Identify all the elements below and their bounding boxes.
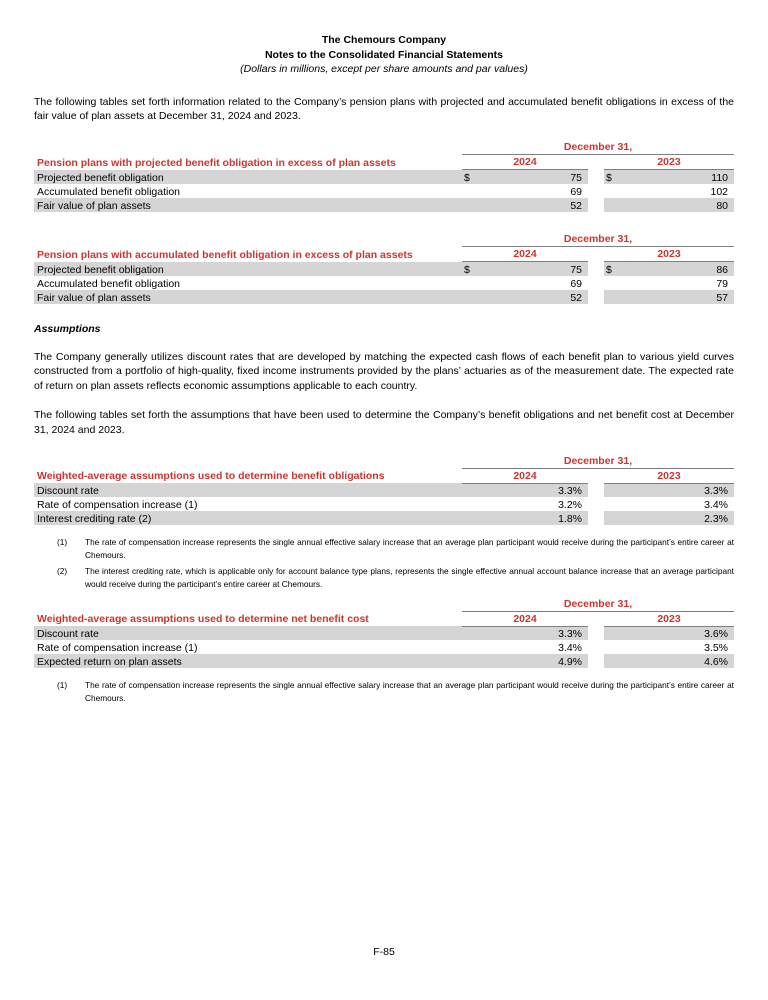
year-header-row [34,155,734,170]
year-2024-header: 2024 [462,155,588,170]
value-2023: 2.3% [622,511,734,525]
period-header-row [34,141,734,155]
period-header: December 31, [462,233,734,247]
table-title: Pension plans with projected benefit obligation in excess of plan assets [37,156,396,169]
value-2023: 86 [622,262,734,276]
currency-symbol: $ [462,262,480,276]
table-title: Pension plans with accumulated benefit obligation in excess of plan assets [37,248,413,261]
value-2023: 3.6% [622,626,734,640]
currency-symbol: $ [604,170,622,184]
year-header-row [34,611,734,626]
table-pension-accumulated [34,233,734,304]
value-2023: 4.6% [622,654,734,668]
value-2024: 3.2% [558,499,582,511]
table-assumptions-net-benefit-cost [34,597,734,668]
year-2024-header: 2024 [462,247,588,262]
year-header-row [34,247,734,262]
table-row [34,626,734,640]
year-2023-header: 2023 [604,611,734,626]
value-2023: 102 [710,185,729,198]
row-label: Discount rate [34,483,462,497]
table-title: Weighted-average assumptions used to determine benefit obligations [37,470,385,482]
value-2023: 3.3% [622,483,734,497]
row-label: Accumulated benefit obligation [37,277,181,290]
value-2023: 3.5% [704,642,729,654]
assumptions-heading: Assumptions [34,322,101,335]
footnote-text: The rate of compensation increase represents the single annual effective salary increase that an average plan participant would receive during the participant’s entire career at Chemours. [85,680,734,703]
value-2024: 3.3% [480,626,588,640]
period-header: December 31, [462,597,734,611]
value-2024: 75 [480,262,588,276]
value-2024: 69 [570,277,582,290]
row-label: Fair value of plan assets [34,290,462,304]
year-header-row [34,468,734,483]
row-label: Rate of compensation increase (1) [37,642,198,654]
table-row [34,483,734,497]
period-header: December 31, [462,454,734,468]
table-row [34,497,734,511]
currency-symbol: $ [462,170,480,184]
footnote-text: The rate of compensation increase represents the single annual effective salary increase that an average plan participant would receive during the participant’s entire career at Chemours. [85,537,734,560]
row-label: Interest crediting rate (2) [34,511,462,525]
row-label: Projected benefit obligation [34,262,462,276]
page-number: F-85 [373,946,395,958]
value-2023: 80 [622,198,734,212]
table-row [34,276,734,290]
currency-symbol: $ [604,262,622,276]
footnote [34,679,734,704]
year-2024-header: 2024 [462,468,588,483]
value-2024: 69 [570,185,582,198]
row-label: Projected benefit obligation [34,170,462,184]
value-2024: 4.9% [480,654,588,668]
table-row [34,654,734,668]
value-2023: 57 [622,290,734,304]
footnote-marker: (1) [57,680,68,690]
value-2024: 52 [480,198,588,212]
year-2023-header: 2023 [604,468,734,483]
document-subtitle: (Dollars in millions, except per share amounts and par values) [240,63,528,75]
document-header [34,33,734,77]
table-row [34,184,734,198]
table-row [34,640,734,654]
period-header: December 31, [462,141,734,155]
table-row [34,198,734,212]
document-title: Notes to the Consolidated Financial Statements [264,48,504,61]
footnote-marker: (1) [57,537,68,547]
footnotes-benefit-obligations [34,536,734,590]
table-row [34,290,734,304]
value-2023: 110 [622,170,734,184]
row-label: Rate of compensation increase (1) [37,499,198,511]
assumptions-paragraph-1: The Company generally utilizes discount rates that are developed by matching the expected cash flows of each benefit plan to various yield curves constructed from a portfolio of high-quality, fixed income instruments provided by the plans’ actuaries as of the measurement date. The expected rate of return on plan assets reflects economic assumptions applicable to each country. [34,350,734,392]
period-header-row [34,454,734,468]
row-label: Accumulated benefit obligation [37,185,181,198]
footnote [34,536,734,561]
row-label: Fair value of plan assets [34,198,462,212]
table-title: Weighted-average assumptions used to determine net benefit cost [37,613,369,625]
period-header-row [34,597,734,611]
table-assumptions-benefit-obligations [34,454,734,525]
value-2024: 1.8% [480,511,588,525]
value-2023: 3.4% [704,499,729,511]
value-2024: 52 [480,290,588,304]
table-row [34,511,734,525]
year-2024-header: 2024 [462,611,588,626]
value-2024: 3.3% [480,483,588,497]
period-header-row [34,233,734,247]
assumptions-paragraph-2: The following tables set forth the assumptions that have been used to determine the Company’s benefit obligations and net benefit cost at December 31, 2024 and 2023. [34,409,734,436]
row-label: Expected return on plan assets [34,654,462,668]
table-pension-projected [34,141,734,212]
year-2023-header: 2023 [604,155,734,170]
footnotes-net-benefit-cost [34,679,734,704]
footnote-marker: (2) [57,566,68,576]
value-2024: 75 [480,170,588,184]
value-2024: 3.4% [558,642,582,654]
footnote [34,565,734,590]
table-row [34,262,734,276]
footnote-text: The interest crediting rate, which is applicable only for account balance type plans, represents the single effective annual account balance increase that an average participant would receive during the participant’s entire career at Chemours. [85,566,734,589]
value-2023: 79 [716,277,729,290]
table-row [34,170,734,184]
year-2023-header: 2023 [604,247,734,262]
intro-paragraph: The following tables set forth information related to the Company’s pension plans with projected and accumulated benefit obligations in excess of the fair value of plan assets at December 31, 2024 and 2023. [34,95,734,122]
company-name: The Chemours Company [321,34,447,46]
row-label: Discount rate [34,626,462,640]
